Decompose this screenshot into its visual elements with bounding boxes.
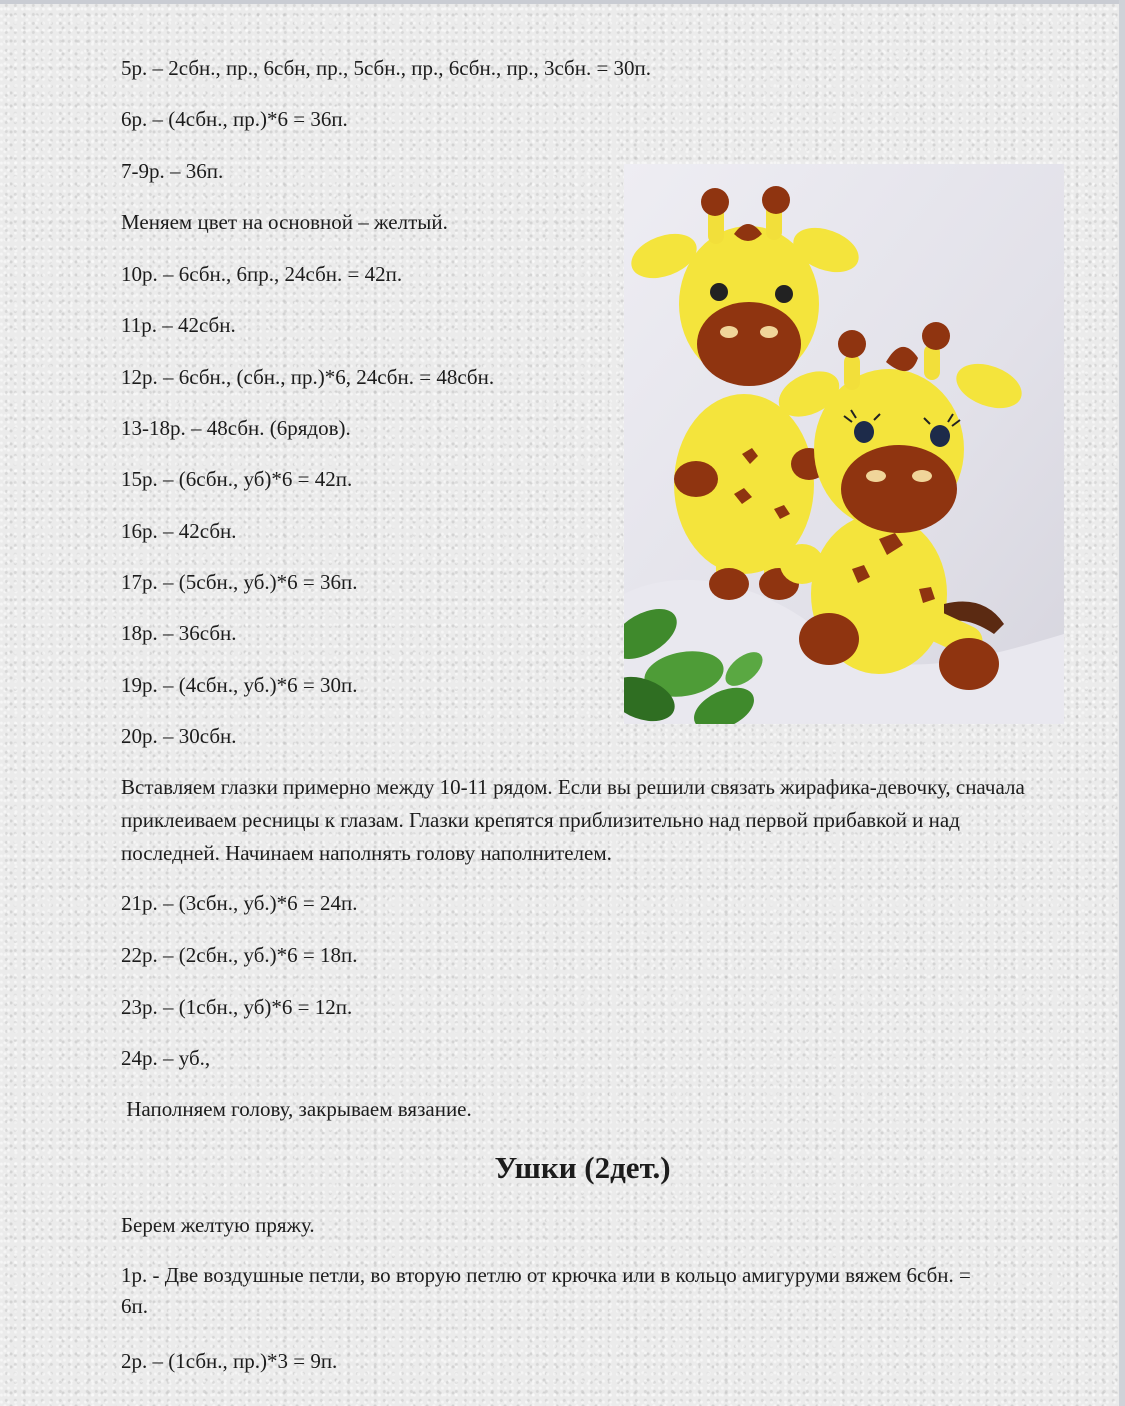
right-edge (1119, 0, 1125, 1406)
pattern-row: 10р. – 6сбн., 6пр., 24сбн. = 42п. (121, 262, 403, 286)
pattern-row: 13-18р. – 48сбн. (6рядов). (121, 416, 351, 440)
pattern-row: 15р. – (6сбн., уб)*6 = 42п. (121, 467, 353, 491)
pattern-row: 20р. – 30сбн. (121, 724, 237, 748)
color-change-note: Меняем цвет на основной – желтый. (121, 210, 448, 234)
pattern-row: 18р. – 36сбн. (121, 621, 237, 645)
closing-line: Наполняем голову, закрываем вязание. (121, 1097, 472, 1121)
top-edge (0, 0, 1125, 4)
ears-intro: Берем желтую пряжу. (121, 1213, 315, 1237)
pattern-row: 21р. – (3сбн., уб.)*6 = 24п. (121, 891, 358, 915)
pattern-row: 16р. – 42сбн. (121, 519, 237, 543)
pattern-row: 17р. – (5сбн., уб.)*6 = 36п. (121, 570, 358, 594)
ears-row-2: 2р. – (1сбн., пр.)*3 = 9п. (121, 1349, 338, 1373)
pattern-row: 24р. – уб., (121, 1046, 211, 1070)
section-heading-ears: Ушки (2дет.) (494, 1150, 671, 1185)
pattern-row: 5р. – 2сбн., пр., 6сбн, пр., 5сбн., пр., 6сбн., пр., 3сбн. = 30п. (121, 56, 652, 80)
pattern-row: 19р. – (4сбн., уб.)*6 = 30п. (121, 673, 358, 697)
giraffe-illustration (624, 164, 1064, 724)
giraffe-toys-photo (624, 164, 1064, 724)
pattern-row: 23р. – (1сбн., уб)*6 = 12п. (121, 995, 353, 1019)
pattern-row: 6р. – (4сбн., пр.)*6 = 36п. (121, 107, 348, 131)
pattern-row: 11р. – 42сбн. (121, 313, 236, 337)
eyes-instruction-paragraph: Вставляем глазки примерно между 10-11 рядом. Если вы решили связать жирафика-девочку, сначала приклеиваем ресницы к глазам. Глазки крепятся приблизительно над первой прибавкой и над последней. Начинаем наполнять голову наполнителем. (121, 775, 1025, 865)
pattern-row: 12р. – 6сбн., (сбн., пр.)*6, 24сбн. = 48сбн. (121, 365, 495, 389)
pattern-row: 22р. – (2сбн., уб.)*6 = 18п. (121, 943, 358, 967)
ears-row-1: 1р. - Две воздушные петли, во вторую петлю от крючка или в кольцо амигуруми вяжем 6сбн. = 6п. (121, 1263, 971, 1318)
pattern-row: 7-9р. – 36п. (121, 159, 224, 183)
